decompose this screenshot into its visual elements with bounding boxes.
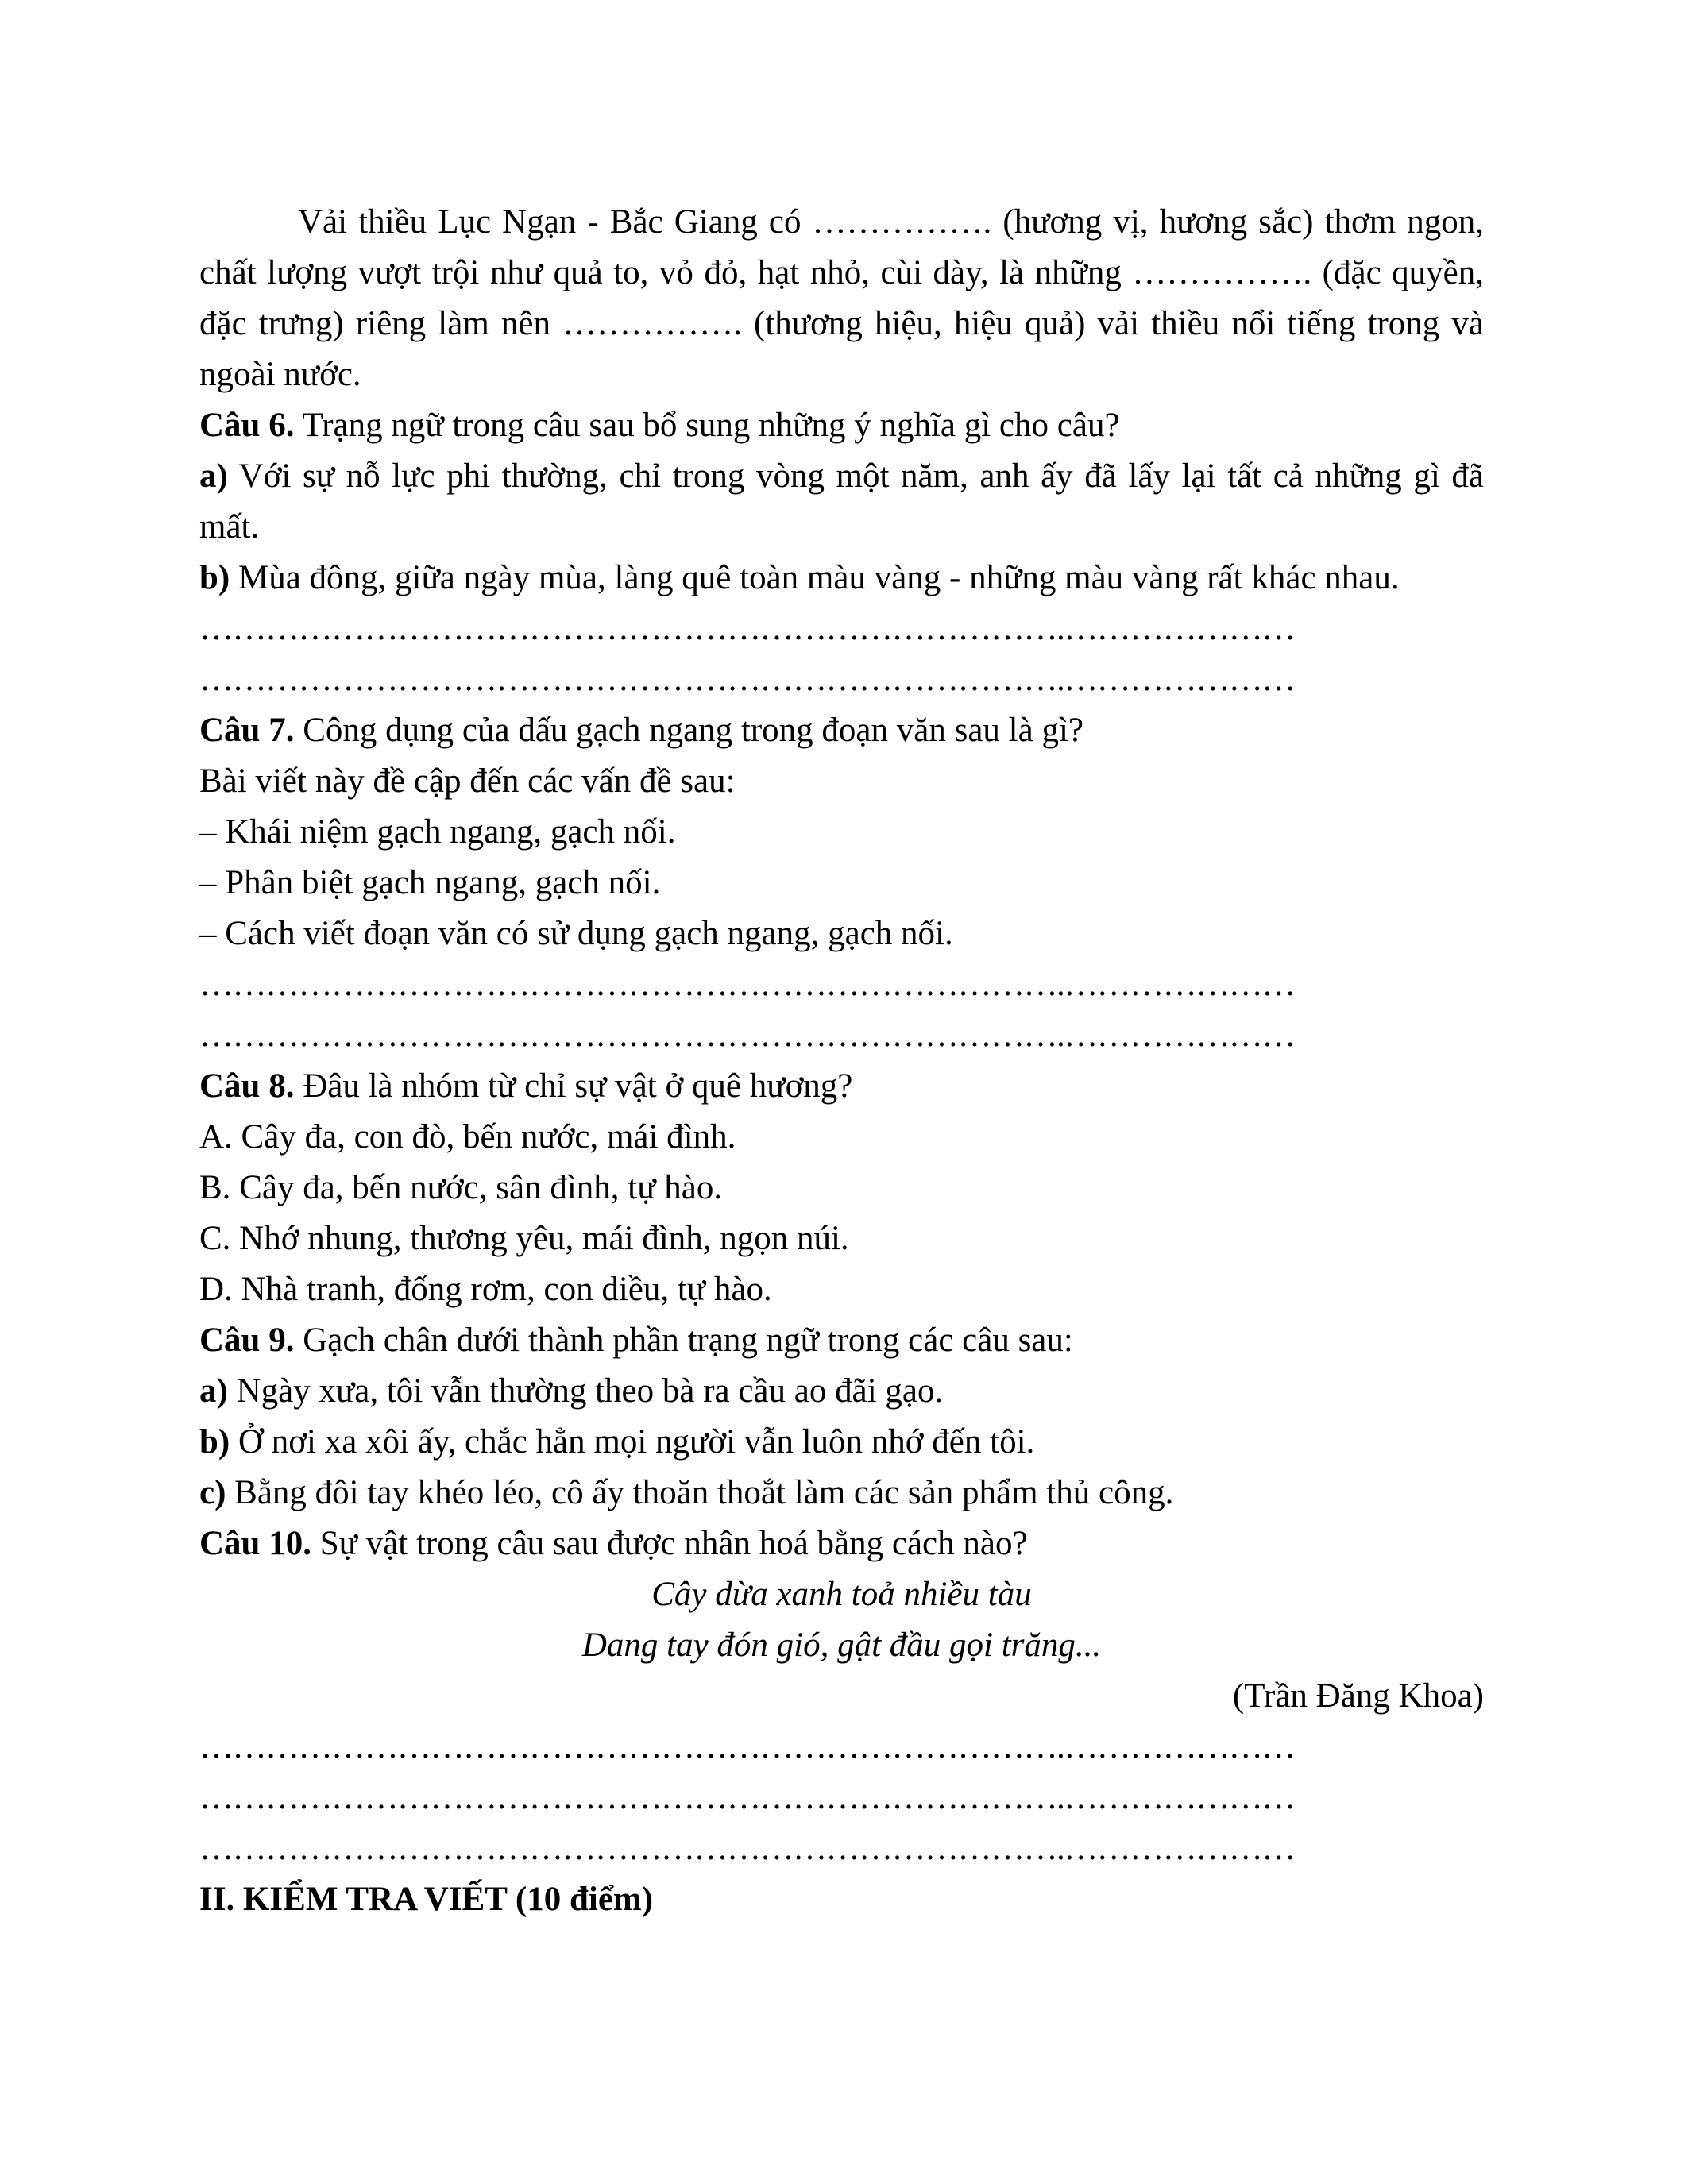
- question-6-item-b: [199, 553, 1484, 604]
- question-9-item-b: [199, 1417, 1484, 1468]
- option-b: B. Cây đa, bến nước, sân đình, tự hào.: [199, 1169, 723, 1206]
- answer-line: …………………………………………………………………….…………………: [199, 661, 1295, 698]
- question-6-item-a: [199, 451, 1484, 553]
- question-7-line: – Phân biệt gạch ngang, gạch nối.: [199, 864, 661, 901]
- item-text: Ngày xưa, tôi vẫn thường theo bà ra cầu ao đãi gạo.: [227, 1372, 944, 1410]
- item-label: a): [199, 457, 228, 495]
- question-7-label: Câu 7.: [199, 712, 295, 749]
- question-7-line: – Khái niệm gạch ngang, gạch nối.: [199, 813, 676, 851]
- answer-line: …………………………………………………………………….…………………: [199, 966, 1295, 1003]
- item-label: b): [199, 1423, 230, 1461]
- page-content: [199, 197, 1484, 1925]
- question-7-line: Bài viết này đề cập đến các vấn đề sau:: [199, 762, 736, 800]
- item-label: b): [199, 559, 230, 596]
- option-a: A. Cây đa, con đò, bến nước, mái đình.: [199, 1118, 736, 1156]
- item-text: Ở nơi xa xôi ấy, chắc hẳn mọi người vẫn luôn nhớ đến tôi.: [230, 1423, 1035, 1461]
- question-7-line: – Cách viết đoạn văn có sử dụng gạch ngang, gạch nối.: [199, 915, 953, 952]
- question-10: [199, 1518, 1484, 1569]
- question-6-label: Câu 6.: [199, 407, 295, 444]
- question-6: [199, 400, 1484, 451]
- question-8: [199, 1061, 1484, 1112]
- item-text: Với sự nỗ lực phi thường, chỉ trong vòng một năm, anh ấy đã lấy lại tất cả những gì đã mất.: [199, 457, 1484, 546]
- question-7: [199, 705, 1484, 756]
- item-text: Mùa đông, giữa ngày mùa, làng quê toàn màu vàng - những màu vàng rất khác nhau.: [230, 559, 1400, 596]
- question-6-text: Trạng ngữ trong câu sau bổ sung những ý nghĩa gì cho câu?: [294, 407, 1120, 444]
- question-10-label: Câu 10.: [199, 1525, 311, 1562]
- question-7-text: Công dụng của dấu gạch ngang trong đoạn văn sau là gì?: [294, 712, 1083, 749]
- question-10-text: Sự vật trong câu sau được nhân hoá bằng cách nào?: [311, 1525, 1028, 1562]
- item-label: c): [199, 1474, 226, 1511]
- question-9-text: Gạch chân dưới thành phần trạng ngữ trong các câu sau:: [294, 1322, 1073, 1359]
- option-c: C. Nhớ nhung, thương yêu, mái đình, ngọn núi.: [199, 1220, 849, 1257]
- question-9-item-c: [199, 1468, 1484, 1518]
- intro-paragraph: Vải thiều Lục Ngạn - Bắc Giang có ……………. (hương vị, hương sắc) thơm ngon, chất lượng vượt trội như quả to, vỏ đỏ, hạt nhỏ, cùi dày, là những ……………. (đặc quyền, đặc trưng) riêng làm nên ……………. (thương hiệu, hiệu quả) vải thiều nổi tiếng trong và ngoài nước.: [199, 203, 1484, 393]
- question-9-label: Câu 9.: [199, 1322, 295, 1359]
- answer-line: …………………………………………………………………….…………………: [199, 610, 1295, 647]
- question-8-label: Câu 8.: [199, 1067, 295, 1105]
- answer-line: …………………………………………………………………….…………………: [199, 1017, 1295, 1054]
- question-8-text: Đâu là nhóm từ chỉ sự vật ở quê hương?: [294, 1067, 853, 1105]
- poem-line: Cây dừa xanh toả nhiều tàu: [651, 1576, 1032, 1613]
- poem-author: (Trần Đăng Khoa): [1232, 1677, 1484, 1715]
- option-d: D. Nhà tranh, đống rơm, con diều, tự hào.: [199, 1271, 772, 1308]
- answer-line: …………………………………………………………………….…………………: [199, 1728, 1295, 1765]
- poem-line: Dang tay đón gió, gật đầu gọi trăng...: [581, 1626, 1102, 1664]
- answer-line: …………………………………………………………………….…………………: [199, 1779, 1295, 1816]
- question-9-item-a: [199, 1366, 1484, 1417]
- question-9: [199, 1315, 1484, 1366]
- section-title: II. KIỂM TRA VIẾT (10 điểm): [199, 1881, 654, 1918]
- item-text: Bằng đôi tay khéo léo, cô ấy thoăn thoắt làm các sản phẩm thủ công.: [226, 1474, 1174, 1511]
- answer-line: …………………………………………………………………….…………………: [199, 1830, 1295, 1867]
- item-label: a): [199, 1372, 228, 1410]
